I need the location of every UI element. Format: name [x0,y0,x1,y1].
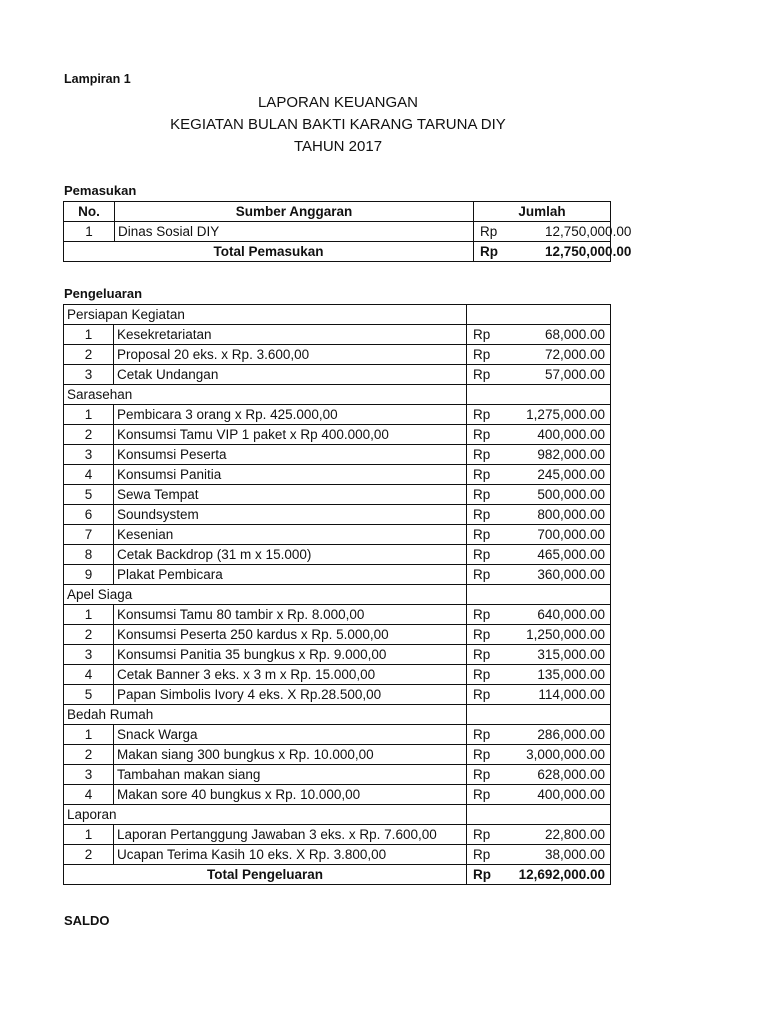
category-label: Laporan [64,805,467,825]
expense-row [64,605,611,625]
expense-row-no: 2 [64,745,114,765]
income-total-label: Total Pemasukan [64,242,474,262]
expense-row-desc: Soundsystem [114,505,467,525]
expense-row-desc: Ucapan Terima Kasih 10 eks. X Rp. 3.800,00 [114,845,467,865]
expense-row-currency: Rp [467,505,503,525]
income-row-currency: Rp [474,222,543,242]
expense-row-amount: 1,250,000.00 [503,625,611,645]
expense-row [64,665,611,685]
expense-row-desc: Konsumsi Tamu VIP 1 paket x Rp 400.000,00 [114,425,467,445]
expense-row [64,685,611,705]
expense-row-amount: 114,000.00 [503,685,611,705]
expense-row-currency: Rp [467,445,503,465]
expense-row [64,345,611,365]
expense-row-no: 3 [64,365,114,385]
balance-label: SALDO [64,913,110,928]
expense-row [64,825,611,845]
expense-row [64,325,611,345]
expense-row [64,445,611,465]
category-row [64,305,611,325]
expense-row-no: 9 [64,565,114,585]
expense-row-amount: 500,000.00 [503,485,611,505]
expense-row [64,405,611,425]
expense-row-no: 4 [64,785,114,805]
expense-row-currency: Rp [467,565,503,585]
category-empty-cell [467,585,611,605]
attachment-label: Lampiran 1 [64,72,131,86]
expense-row-currency: Rp [467,785,503,805]
expense-row [64,505,611,525]
expense-row-amount: 315,000.00 [503,645,611,665]
expense-row-no: 8 [64,545,114,565]
expense-row-amount: 400,000.00 [503,785,611,805]
expense-row [64,765,611,785]
expense-row-currency: Rp [467,725,503,745]
expense-row-desc: Konsumsi Tamu 80 tambir x Rp. 8.000,00 [114,605,467,625]
income-row-amount: 12,750,000.00 [542,222,611,242]
category-empty-cell [467,705,611,725]
income-section-label: Pemasukan [64,183,137,198]
expense-row-currency: Rp [467,345,503,365]
expense-row-no: 5 [64,485,114,505]
expense-row-desc: Konsumsi Peserta [114,445,467,465]
expense-row-amount: 1,275,000.00 [503,405,611,425]
expense-row-no: 4 [64,465,114,485]
expense-row-no: 1 [64,325,114,345]
income-row-no: 1 [64,222,115,242]
category-row [64,585,611,605]
expense-row-desc: Papan Simbolis Ivory 4 eks. X Rp.28.500,00 [114,685,467,705]
expense-row-desc: Makan sore 40 bungkus x Rp. 10.000,00 [114,785,467,805]
expense-row-no: 2 [64,625,114,645]
expense-row [64,625,611,645]
expense-row-currency: Rp [467,825,503,845]
expense-row-no: 2 [64,425,114,445]
expense-row-desc: Snack Warga [114,725,467,745]
expense-row-no: 2 [64,345,114,365]
income-table [63,201,632,262]
expense-row-desc: Konsumsi Peserta 250 kardus x Rp. 5.000,00 [114,625,467,645]
expense-table [63,304,611,885]
income-row-desc: Dinas Sosial DIY [115,222,474,242]
expense-row-no: 3 [64,645,114,665]
category-label: Sarasehan [64,385,467,405]
expense-section-label: Pengeluaran [64,286,143,301]
income-total-row [64,242,611,262]
expense-row-no: 4 [64,665,114,685]
category-label: Persiapan Kegiatan [64,305,467,325]
expense-row-desc: Makan siang 300 bungkus x Rp. 10.000,00 [114,745,467,765]
expense-row-currency: Rp [467,745,503,765]
expense-row-desc: Kesenian [114,525,467,545]
income-total-currency: Rp [474,242,543,262]
expense-row-currency: Rp [467,325,503,345]
expense-row-amount: 3,000,000.00 [503,745,611,765]
expense-row-desc: Konsumsi Panitia [114,465,467,485]
expense-row-currency: Rp [467,485,503,505]
expense-row-no: 7 [64,525,114,545]
expense-row [64,485,611,505]
income-row [64,222,611,242]
expense-row-amount: 245,000.00 [503,465,611,485]
expense-row-currency: Rp [467,685,503,705]
header-amount: Jumlah [474,202,611,222]
expense-row-amount: 286,000.00 [503,725,611,745]
expense-row-desc: Proposal 20 eks. x Rp. 3.600,00 [114,345,467,365]
expense-row-amount: 700,000.00 [503,525,611,545]
expense-row-no: 3 [64,445,114,465]
expense-row-currency: Rp [467,465,503,485]
category-row [64,805,611,825]
expense-row-amount: 982,000.00 [503,445,611,465]
expense-row-desc: Konsumsi Panitia 35 bungkus x Rp. 9.000,00 [114,645,467,665]
expense-total-currency: Rp [467,865,503,885]
expense-row [64,525,611,545]
expense-row-no: 3 [64,765,114,785]
expense-row-desc: Kesekretariatan [114,325,467,345]
expense-row-no: 6 [64,505,114,525]
expense-row-no: 1 [64,825,114,845]
expense-row-currency: Rp [467,365,503,385]
category-empty-cell [467,385,611,405]
expense-row-no: 1 [64,725,114,745]
expense-row-amount: 640,000.00 [503,605,611,625]
expense-row-no: 1 [64,605,114,625]
expense-row-desc: Laporan Pertanggung Jawaban 3 eks. x Rp. 7.600,00 [114,825,467,845]
income-total-amount: 12,750,000.00 [542,242,611,262]
expense-row-no: 2 [64,845,114,865]
expense-row [64,645,611,665]
expense-row [64,465,611,485]
expense-row-amount: 465,000.00 [503,545,611,565]
expense-row-amount: 38,000.00 [503,845,611,865]
header-source: Sumber Anggaran [115,202,474,222]
expense-row-amount: 57,000.00 [503,365,611,385]
category-empty-cell [467,805,611,825]
expense-row-desc: Cetak Undangan [114,365,467,385]
expense-total-label: Total Pengeluaran [64,865,467,885]
category-row [64,705,611,725]
expense-row-no: 5 [64,685,114,705]
income-header-row [64,202,611,222]
expense-row-desc: Cetak Banner 3 eks. x 3 m x Rp. 15.000,00 [114,665,467,685]
expense-row-currency: Rp [467,625,503,645]
category-row [64,385,611,405]
expense-row-currency: Rp [467,525,503,545]
header-no: No. [64,202,115,222]
expense-row-amount: 360,000.00 [503,565,611,585]
expense-row [64,725,611,745]
expense-row-currency: Rp [467,405,503,425]
expense-row-desc: Tambahan makan siang [114,765,467,785]
expense-row-currency: Rp [467,845,503,865]
expense-row [64,845,611,865]
expense-row-currency: Rp [467,665,503,685]
expense-row [64,785,611,805]
expense-row [64,745,611,765]
expense-row-desc: Sewa Tempat [114,485,467,505]
expense-row [64,565,611,585]
expense-row-currency: Rp [467,765,503,785]
category-empty-cell [467,305,611,325]
expense-row-amount: 135,000.00 [503,665,611,685]
expense-total-amount: 12,692,000.00 [503,865,611,885]
expense-row-currency: Rp [467,605,503,625]
report-title [64,92,612,158]
expense-row-currency: Rp [467,545,503,565]
title-line-3: TAHUN 2017 [293,138,383,155]
expense-row-currency: Rp [467,425,503,445]
title-line-1: LAPORAN KEUANGAN [257,94,419,111]
expense-row-desc: Pembicara 3 orang x Rp. 425.000,00 [114,405,467,425]
expense-row-desc: Cetak Backdrop (31 m x 15.000) [114,545,467,565]
expense-row-amount: 68,000.00 [503,325,611,345]
expense-row-amount: 400,000.00 [503,425,611,445]
expense-row [64,365,611,385]
expense-total-row [64,865,611,885]
expense-row-currency: Rp [467,645,503,665]
category-label: Bedah Rumah [64,705,467,725]
expense-row-amount: 22,800.00 [503,825,611,845]
expense-row-no: 1 [64,405,114,425]
expense-row [64,425,611,445]
title-line-2: KEGIATAN BULAN BAKTI KARANG TARUNA DIY [170,116,506,133]
category-label: Apel Siaga [64,585,467,605]
expense-row-desc: Plakat Pembicara [114,565,467,585]
expense-row-amount: 72,000.00 [503,345,611,365]
expense-row-amount: 628,000.00 [503,765,611,785]
expense-row [64,545,611,565]
expense-row-amount: 800,000.00 [503,505,611,525]
